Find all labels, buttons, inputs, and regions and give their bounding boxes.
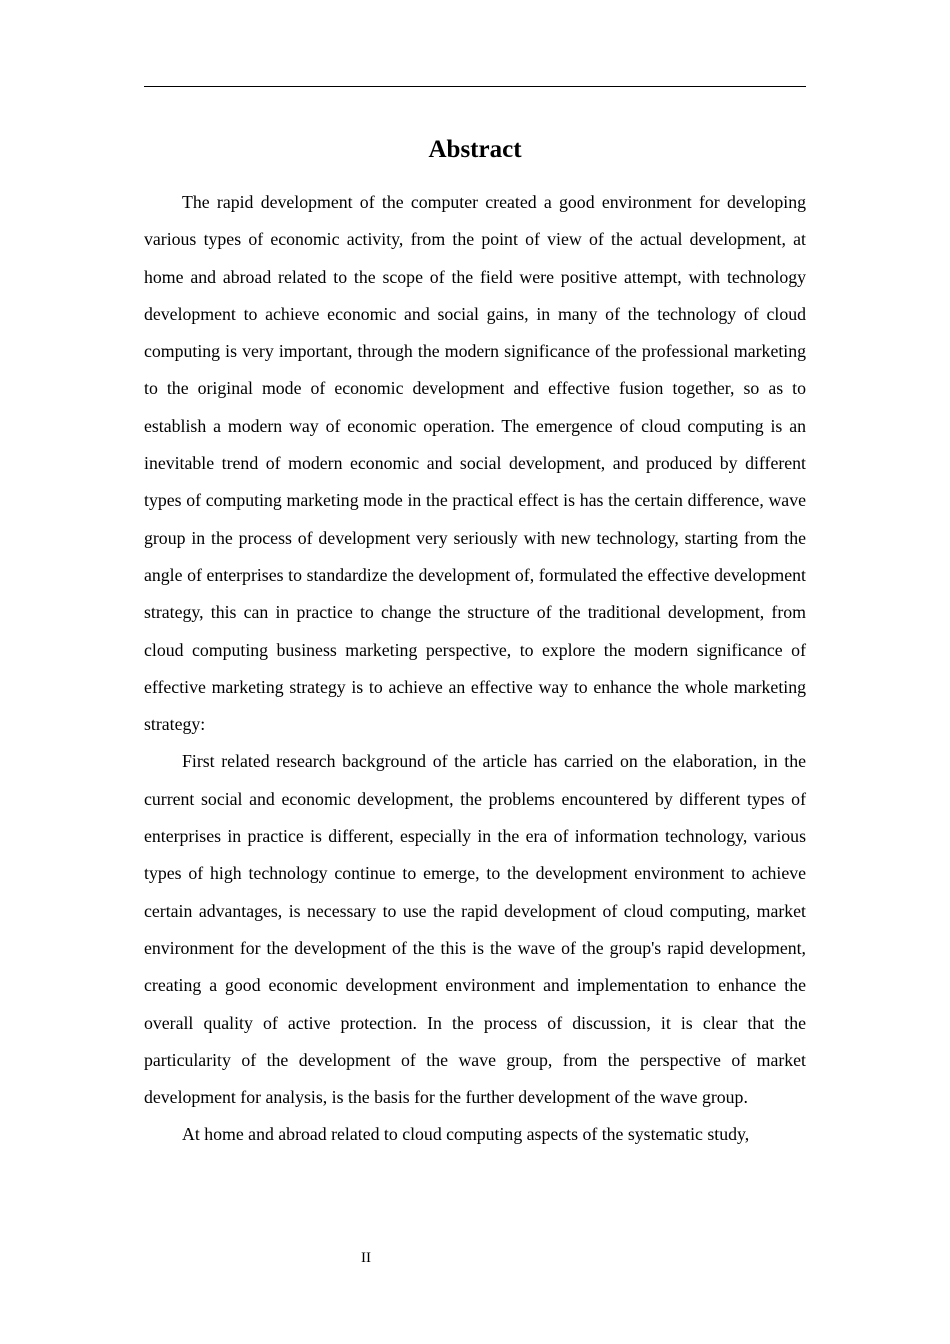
abstract-paragraph-1: The rapid development of the computer created a good environment for developing various types of economic activity, from the point of view of the actual development, at home and abroad related to the scope of the field were positive attempt, with technology development to achieve economic and social gains, in many of the technology of cloud computing is very important, through the modern significance of the professional marketing to the original mode of economic development and effective fusion together, so as to establish a modern way of economic operation. The emergence of cloud computing is an inevitable trend of modern economic and social development, and produced by different types of computing marketing mode in the practical effect is has the certain difference, wave group in the process of development very seriously with new technology, starting from the angle of enterprises to standardize the development of, formulated the effective development strategy, this can in practice to change the structure of the traditional development, from cloud computing business marketing perspective, to explore the modern significance of effective marketing strategy is to achieve an effective way to enhance the whole marketing strategy: [144,192,806,735]
abstract-body [144,184,806,1154]
page-number: II [361,1250,371,1266]
abstract-paragraph-2: First related research background of the article has carried on the elaboration, in the current social and economic development, the problems encountered by different types of enterprises in practice is different, especially in the era of information technology, various types of high technology continue to emerge, to the development environment to achieve certain advantages, is necessary to use the rapid development of cloud computing, market environment for the development of the this is the wave of the group's rapid development, creating a good economic development environment and implementation to enhance the overall quality of active protection. In the process of discussion, it is clear that the particularity of the development of the wave group, from the perspective of market development for analysis, is the basis for the further development of the wave group. [144,751,806,1108]
header-rule [144,86,806,87]
abstract-title: Abstract [428,136,522,163]
abstract-paragraph-3: At home and abroad related to cloud computing aspects of the systematic study, [182,1124,750,1145]
